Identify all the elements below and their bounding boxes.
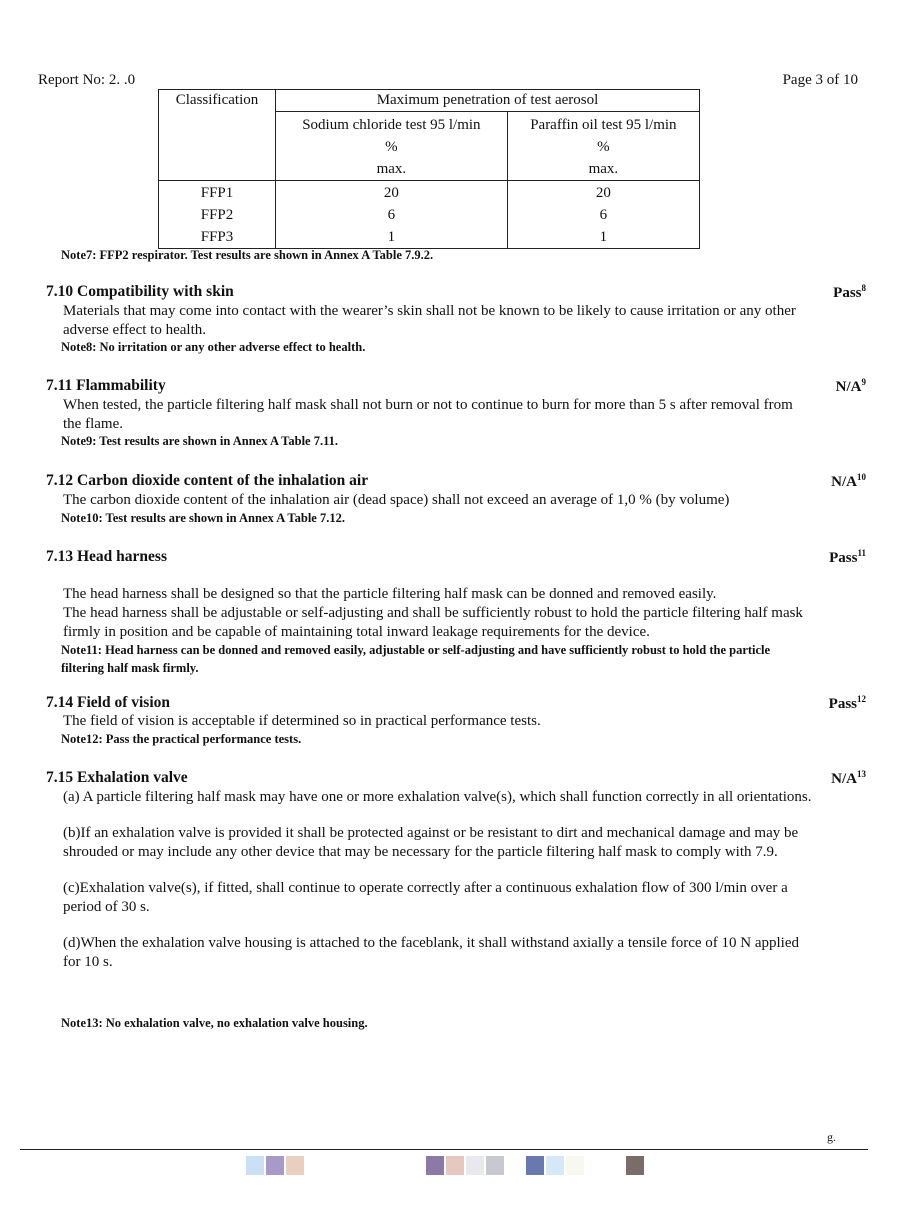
footer-rule — [20, 1149, 868, 1150]
section-7-12-title: 7.12 Carbon dioxide content of the inhalation air — [46, 472, 369, 489]
para-d: (d)When the exhalation valve housing is attached to the faceblank, it shall withstand axially a tensile force of 10 N applied for 10 s. — [63, 935, 800, 970]
footer-color-chip — [626, 1156, 644, 1175]
section-7-14-body: The field of vision is acceptable if determined so in practical performance tests. — [63, 713, 541, 729]
footer-color-chip — [566, 1156, 584, 1175]
note-8: Note8: No irritation or any other adverse effect to health. — [61, 340, 366, 354]
section-7-12-result: $N/A^{10}$ — [831, 472, 866, 490]
header-max-penetration: Maximum penetration of test aerosol — [276, 90, 700, 112]
footer-color-chip — [446, 1156, 464, 1175]
footer-mark: g. — [827, 1130, 836, 1144]
header-classification: Classification — [159, 90, 276, 181]
header-sodium: Sodium chloride test 95 l/min % max. — [276, 112, 508, 181]
section-7-15-title: 7.15 Exhalation valve — [46, 769, 188, 786]
para-b: (b)If an exhalation valve is provided it shall be protected against or be resistant to dirt and mechanical damage and may be shrouded or may include any other device that may be necessary for the particle filtering half mask to comply with 7.9. — [63, 825, 799, 860]
note-12: Note12: Pass the practical performance tests. — [61, 732, 302, 746]
footer-color-chip — [426, 1156, 444, 1175]
para-a: (a) A particle filtering half mask may have one or more exhalation valve(s), which shall function correctly in all orientations. — [63, 789, 812, 805]
note-11: Note11: Head harness can be donned and removed easily, adjustable or self-adjusting and have sufficiently robust to hold the particle filtering half mask firmly. — [61, 643, 771, 675]
section-7-11-title: 7.11 Flammability — [46, 377, 166, 394]
section-7-13-title: 7.13 Head harness — [46, 548, 167, 565]
footer-color-chip — [546, 1156, 564, 1175]
section-7-14-result: Pass$^{12}$ — [828, 694, 866, 712]
footer-color-chip — [486, 1156, 504, 1175]
footer-color-chip — [266, 1156, 284, 1175]
classification-table — [158, 89, 700, 249]
note-13: Note13: No exhalation valve, no exhalation valve housing. — [61, 1016, 368, 1030]
page-number: Page 3 of 10 — [782, 72, 858, 88]
section-7-15-body — [63, 788, 813, 972]
footer-color-chip — [526, 1156, 544, 1175]
report-number: Report No: 2. .0 — [38, 72, 136, 88]
section-7-13-body-1: The head harness shall be designed so that the particle filtering half mask can be donned and removed easily. — [63, 586, 717, 602]
section-7-13-body-2: The head harness shall be adjustable or self-adjusting and shall be sufficiently robust to hold the particle filtering half mask firmly in position and be capable of maintaining total inward leakage requirements for the device. — [63, 605, 803, 640]
section-7-11-body: When tested, the particle filtering half mask shall not burn or not to continue to burn for more than 5 s after removal from the flame. — [63, 397, 793, 432]
footer-color-chip — [286, 1156, 304, 1175]
header-paraffin: Paraffin oil test 95 l/min % max. — [507, 112, 699, 181]
footer-color-chip — [246, 1156, 264, 1175]
section-7-14-title: 7.14 Field of vision — [46, 694, 171, 711]
note-9: Note9: Test results are shown in Annex A Table 7.11. — [61, 434, 339, 448]
section-7-10-body: Materials that may come into contact with the wearer’s skin shall not be known to be likely to cause irritation or any other adverse effect to health. — [63, 303, 796, 338]
footer-color-chip — [466, 1156, 484, 1175]
section-7-10-result: Pass$^8$ — [833, 283, 866, 301]
section-7-13-result: Pass$^{11}$ — [829, 548, 866, 566]
section-7-15-result: $N/A^{13}$ — [831, 769, 866, 787]
section-7-10-title: 7.10 Compatibility with skin — [46, 283, 234, 300]
note-10: Note10: Test results are shown in Annex A Table 7.12. — [61, 511, 345, 525]
section-7-11-result: $N/A^9$ — [835, 377, 866, 395]
note-7: Note7: FFP2 respirator. Test results are shown in Annex A Table 7.9.2. — [61, 248, 434, 262]
para-c: (c)Exhalation valve(s), if fitted, shall continue to operate correctly after a continuous exhalation flow of 300 l/min over a period of 30 s. — [63, 880, 788, 915]
section-7-12-body: The carbon dioxide content of the inhalation air (dead space) shall not exceed an average of 1,0 % (by volume) — [63, 492, 730, 508]
table-row: FFP1 FFP2 FFP3 20 6 1 20 6 1 — [159, 181, 700, 249]
